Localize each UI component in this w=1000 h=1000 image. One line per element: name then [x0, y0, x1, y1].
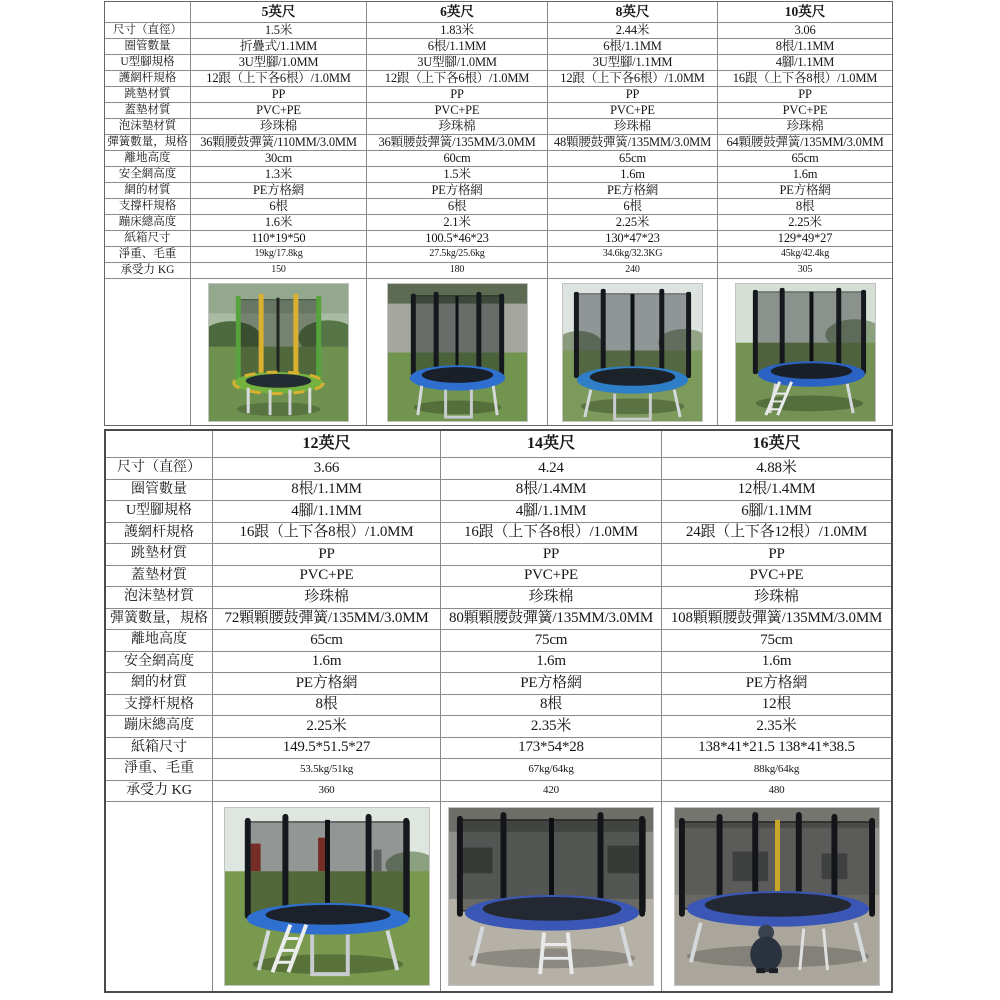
- spec-value: PE方格網: [213, 673, 441, 695]
- spec-value: 4腳/1.1MM: [718, 55, 892, 71]
- row-label: U型腳規格: [106, 501, 213, 523]
- spec-value: 6根: [191, 199, 367, 215]
- photo-trampoline-12ft: [213, 802, 441, 991]
- row-label: 尺寸（直徑）: [106, 458, 213, 480]
- table-corner-cell: [106, 431, 213, 458]
- row-label: 支撐杆規格: [105, 199, 191, 215]
- row-label: 護網杆規格: [106, 523, 213, 545]
- trampoline-16ft-image: [674, 807, 880, 986]
- spec-value: PP: [191, 87, 367, 103]
- spec-value: PP: [548, 87, 718, 103]
- photo-row-label-spacer: [106, 802, 213, 991]
- spec-value: 3.66: [213, 458, 441, 480]
- photo-trampoline-10ft: [718, 279, 892, 425]
- spec-value: PE方格網: [191, 183, 367, 199]
- spec-value: 8根: [441, 695, 662, 717]
- spec-value: 27.5kg/25.6kg: [367, 247, 548, 263]
- spec-value: 420: [441, 781, 662, 803]
- spec-value: 360: [213, 781, 441, 803]
- spec-value: PVC+PE: [213, 566, 441, 588]
- spec-value: 1.6m: [548, 167, 718, 183]
- spec-value: 129*49*27: [718, 231, 892, 247]
- column-header: 16英尺: [662, 431, 891, 458]
- trampoline-spec-sheet: [104, 1, 893, 993]
- row-label: 跳墊材質: [106, 544, 213, 566]
- spec-value: 2.25米: [718, 215, 892, 231]
- photo-trampoline-8ft: [548, 279, 718, 425]
- row-label: 離地高度: [106, 630, 213, 652]
- spec-value: 4.88米: [662, 458, 891, 480]
- spec-value: 2.25米: [213, 716, 441, 738]
- row-label: 安全網高度: [106, 652, 213, 674]
- trampoline-6ft-image: [387, 283, 528, 422]
- spec-value: 30cm: [191, 151, 367, 167]
- row-label: 支撐杆規格: [106, 695, 213, 717]
- spec-value: 150: [191, 263, 367, 279]
- row-label: 蓋墊材質: [106, 566, 213, 588]
- spec-value: 130*47*23: [548, 231, 718, 247]
- row-label: 淨重、毛重: [106, 759, 213, 781]
- spec-value: 12根: [662, 695, 891, 717]
- spec-value: 16跟（上下各8根）/1.0MM: [718, 71, 892, 87]
- spec-value: 65cm: [718, 151, 892, 167]
- spec-value: 2.35米: [662, 716, 891, 738]
- spec-value: 75cm: [441, 630, 662, 652]
- spec-value: 16跟（上下各8根）/1.0MM: [441, 523, 662, 545]
- column-header: 10英尺: [718, 2, 892, 23]
- spec-value: 110*19*50: [191, 231, 367, 247]
- spec-value: PE方格網: [662, 673, 891, 695]
- spec-value: 1.6m: [718, 167, 892, 183]
- column-header: 6英尺: [367, 2, 548, 23]
- spec-value: 12根/1.4MM: [662, 480, 891, 502]
- spec-grid-large-sizes: [106, 431, 891, 802]
- row-label: 跳墊材質: [105, 87, 191, 103]
- spec-value: 67kg/64kg: [441, 759, 662, 781]
- spec-value: 1.83米: [367, 23, 548, 39]
- spec-value: 2.25米: [548, 215, 718, 231]
- trampoline-12ft-image: [224, 807, 430, 986]
- spec-value: PVC+PE: [441, 566, 662, 588]
- spec-value: 60cm: [367, 151, 548, 167]
- column-header: 12英尺: [213, 431, 441, 458]
- spec-value: 8根: [213, 695, 441, 717]
- table-corner-cell: [105, 2, 191, 23]
- spec-table-large-sizes: [104, 429, 893, 993]
- spec-value: 6根: [548, 199, 718, 215]
- spec-value: 1.3米: [191, 167, 367, 183]
- photo-trampoline-14ft: [441, 802, 662, 991]
- spec-value: 3U型腳/1.1MM: [548, 55, 718, 71]
- spec-value: 珍珠棉: [662, 587, 891, 609]
- trampoline-8ft-image: [562, 283, 703, 422]
- row-label: 離地高度: [105, 151, 191, 167]
- spec-value: 珍珠棉: [191, 119, 367, 135]
- spec-value: 16跟（上下各8根）/1.0MM: [213, 523, 441, 545]
- spec-value: 3U型腳/1.0MM: [191, 55, 367, 71]
- spec-table-small-sizes: [104, 1, 893, 426]
- row-label: 彈簧數量，規格: [105, 135, 191, 151]
- row-label: 蹦床總高度: [106, 716, 213, 738]
- row-label: 彈簧數量，規格: [106, 609, 213, 631]
- spec-value: 2.44米: [548, 23, 718, 39]
- photo-row-small-sizes: [105, 279, 892, 425]
- column-header: 14英尺: [441, 431, 662, 458]
- spec-value: 1.6m: [213, 652, 441, 674]
- spec-value: 36顆腰鼓彈簧/135MM/3.0MM: [367, 135, 548, 151]
- spec-value: 108顆顆腰鼓彈簧/135MM/3.0MM: [662, 609, 891, 631]
- spec-value: 8根/1.4MM: [441, 480, 662, 502]
- spec-value: 138*41*21.5 138*41*38.5: [662, 738, 891, 760]
- spec-value: 34.6kg/32.3KG: [548, 247, 718, 263]
- spec-value: 珍珠棉: [548, 119, 718, 135]
- spec-value: 305: [718, 263, 892, 279]
- spec-value: 12跟（上下各6根）/1.0MM: [191, 71, 367, 87]
- spec-value: 2.1米: [367, 215, 548, 231]
- spec-value: PVC+PE: [718, 103, 892, 119]
- spec-value: PVC+PE: [367, 103, 548, 119]
- spec-value: 88kg/64kg: [662, 759, 891, 781]
- spec-value: 3.06: [718, 23, 892, 39]
- spec-value: 19kg/17.8kg: [191, 247, 367, 263]
- row-label: 紙箱尺寸: [105, 231, 191, 247]
- spec-value: 45kg/42.4kg: [718, 247, 892, 263]
- row-label: 圈管數量: [105, 39, 191, 55]
- spec-value: 149.5*51.5*27: [213, 738, 441, 760]
- column-header: 8英尺: [548, 2, 718, 23]
- spec-value: PE方格網: [548, 183, 718, 199]
- spec-value: 12跟（上下各6根）/1.0MM: [367, 71, 548, 87]
- spec-value: 24跟（上下各12根）/1.0MM: [662, 523, 891, 545]
- spec-value: 65cm: [548, 151, 718, 167]
- spec-value: 64顆腰鼓彈簧/135MM/3.0MM: [718, 135, 892, 151]
- trampoline-5ft-image: [208, 283, 349, 422]
- spec-grid-small-sizes: [105, 2, 892, 279]
- spec-value: 1.5米: [191, 23, 367, 39]
- row-label: U型腳規格: [105, 55, 191, 71]
- spec-value: 53.5kg/51kg: [213, 759, 441, 781]
- spec-value: 100.5*46*23: [367, 231, 548, 247]
- row-label: 蓋墊材質: [105, 103, 191, 119]
- spec-value: 65cm: [213, 630, 441, 652]
- spec-value: 6腳/1.1MM: [662, 501, 891, 523]
- spec-value: PVC+PE: [662, 566, 891, 588]
- spec-value: 173*54*28: [441, 738, 662, 760]
- spec-value: 珍珠棉: [441, 587, 662, 609]
- spec-value: 8根/1.1MM: [213, 480, 441, 502]
- photo-trampoline-16ft: [662, 802, 891, 991]
- spec-value: 48顆腰鼓彈簧/135MM/3.0MM: [548, 135, 718, 151]
- spec-value: 2.35米: [441, 716, 662, 738]
- row-label: 護網杆規格: [105, 71, 191, 87]
- spec-value: 珍珠棉: [718, 119, 892, 135]
- spec-value: PP: [441, 544, 662, 566]
- spec-value: 36顆腰鼓彈簧/110MM/3.0MM: [191, 135, 367, 151]
- spec-value: 240: [548, 263, 718, 279]
- spec-value: 6根/1.1MM: [548, 39, 718, 55]
- row-label: 安全網高度: [105, 167, 191, 183]
- spec-value: 12跟（上下各6根）/1.0MM: [548, 71, 718, 87]
- row-label: 網的材質: [106, 673, 213, 695]
- spec-value: PP: [367, 87, 548, 103]
- spec-value: 珍珠棉: [213, 587, 441, 609]
- spec-value: 6根/1.1MM: [367, 39, 548, 55]
- spec-value: 1.6米: [191, 215, 367, 231]
- spec-value: 80顆顆腰鼓彈簧/135MM/3.0MM: [441, 609, 662, 631]
- spec-value: 8根: [718, 199, 892, 215]
- spec-value: PE方格網: [718, 183, 892, 199]
- spec-value: 珍珠棉: [367, 119, 548, 135]
- spec-value: 8根/1.1MM: [718, 39, 892, 55]
- spec-value: 180: [367, 263, 548, 279]
- spec-value: PE方格網: [367, 183, 548, 199]
- row-label: 泡沫墊材質: [106, 587, 213, 609]
- row-label: 承受力 KG: [105, 263, 191, 279]
- photo-trampoline-6ft: [367, 279, 548, 425]
- row-label: 蹦床總高度: [105, 215, 191, 231]
- row-label: 尺寸（直徑）: [105, 23, 191, 39]
- row-label: 泡沫墊材質: [105, 119, 191, 135]
- spec-value: 6根: [367, 199, 548, 215]
- spec-value: 4腳/1.1MM: [441, 501, 662, 523]
- spec-value: 4腳/1.1MM: [213, 501, 441, 523]
- row-label: 紙箱尺寸: [106, 738, 213, 760]
- spec-value: PP: [718, 87, 892, 103]
- photo-row-label-spacer: [105, 279, 191, 425]
- spec-value: 3U型腳/1.0MM: [367, 55, 548, 71]
- spec-value: PP: [213, 544, 441, 566]
- photo-trampoline-5ft: [191, 279, 367, 425]
- row-label: 淨重、毛重: [105, 247, 191, 263]
- spec-value: PVC+PE: [191, 103, 367, 119]
- trampoline-14ft-image: [448, 807, 654, 986]
- trampoline-10ft-image: [735, 283, 876, 422]
- spec-value: PE方格網: [441, 673, 662, 695]
- spec-value: 480: [662, 781, 891, 803]
- photo-row-large-sizes: [106, 802, 891, 991]
- spec-value: 1.6m: [441, 652, 662, 674]
- column-header: 5英尺: [191, 2, 367, 23]
- spec-value: PVC+PE: [548, 103, 718, 119]
- spec-value: 折疊式/1.1MM: [191, 39, 367, 55]
- spec-value: 1.6m: [662, 652, 891, 674]
- row-label: 網的材質: [105, 183, 191, 199]
- spec-value: 4.24: [441, 458, 662, 480]
- spec-value: 72顆顆腰鼓彈簧/135MM/3.0MM: [213, 609, 441, 631]
- row-label: 圈管數量: [106, 480, 213, 502]
- row-label: 承受力 KG: [106, 781, 213, 803]
- spec-value: 75cm: [662, 630, 891, 652]
- spec-value: PP: [662, 544, 891, 566]
- spec-value: 1.5米: [367, 167, 548, 183]
